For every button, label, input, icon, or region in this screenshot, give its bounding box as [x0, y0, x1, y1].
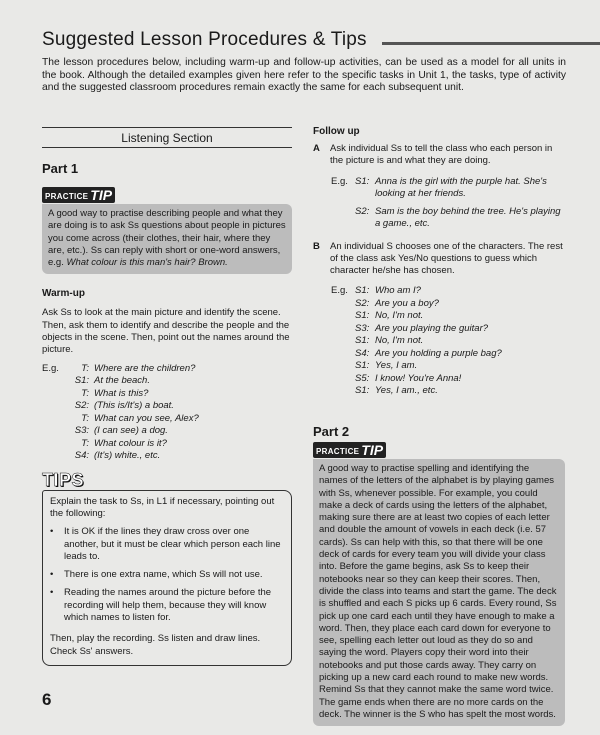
warmup-heading: Warm-up	[42, 288, 85, 300]
dialogue-line	[313, 323, 565, 336]
utterance: No, I'm not.	[375, 335, 424, 347]
example-label	[42, 450, 68, 463]
dialogue-line	[42, 363, 292, 376]
followup-item-b	[313, 241, 565, 278]
example-label	[313, 385, 355, 398]
title-rule	[382, 42, 600, 45]
tips-bullet-text: It is OK if the lines they draw cross over one another, but it must be clear which person each line leads to.	[64, 526, 281, 562]
speaker: S1:	[355, 335, 370, 347]
speaker: S3:	[355, 322, 370, 334]
example-label: E.g.	[331, 175, 348, 187]
utterance: Where are the children?	[94, 362, 196, 374]
utterance: Who am I?	[375, 285, 421, 297]
example-label	[42, 413, 68, 426]
practice-label: PRACTICE	[45, 192, 89, 201]
part-1-heading: Part 1	[42, 161, 79, 176]
tips-box	[42, 490, 292, 666]
speaker: S1:	[355, 310, 370, 322]
intro-paragraph: The lesson procedures below, including warm-up and follow-up activities, can be used as a model for all units in the book. Although the detailed examples given here refer to the specific tasks in Unit 1, the tasks, type of activity and the suggested classroom procedures remain exactly the same for each subsequent unit.	[42, 57, 566, 94]
example-a	[313, 176, 565, 231]
tips-outro: Then, play the recording. Ss listen and draw lines. Check Ss' answers.	[50, 633, 261, 657]
practice-tip-badge	[42, 187, 115, 203]
dialogue-line	[42, 438, 292, 451]
tips-intro: Explain the task to Ss, in L1 if necessary, pointing out the following:	[50, 495, 275, 519]
page-number: 6	[42, 690, 52, 709]
utterance: Are you playing the guitar?	[375, 322, 489, 334]
speaker: S1:	[355, 360, 370, 372]
utterance: Are you holding a purple bag?	[375, 347, 502, 359]
speaker: S1:	[355, 175, 370, 187]
example-label	[313, 335, 355, 348]
followup-heading: Follow up	[313, 126, 360, 137]
dialogue-line	[42, 413, 292, 426]
speaker: T:	[81, 412, 89, 424]
utterance: What can you see, Alex?	[94, 412, 199, 424]
utterance: I know! You're Anna!	[375, 372, 462, 384]
page-title: Suggested Lesson Procedures & Tips	[42, 29, 367, 50]
tips-heading: TIPS	[42, 469, 85, 490]
practice-tip-text: A good way to practise describing people and what they are doing is to ask Ss questions about people in pictures you come across (their clothes, their hair, where they are, etc.). Ss can reply with short or one-word answers, e.g.	[48, 208, 286, 269]
example-label	[313, 310, 355, 323]
speaker: S1:	[74, 375, 89, 387]
example-label	[313, 298, 355, 311]
tips-bullet-text: There is one extra name, which Ss will not use.	[64, 569, 263, 581]
speaker: T:	[81, 387, 89, 399]
speaker: S4:	[355, 347, 370, 359]
utterance: (This is/It's) a boat.	[94, 400, 174, 412]
example-label	[313, 360, 355, 373]
dialogue-line	[313, 310, 565, 323]
speaker: T:	[81, 362, 89, 374]
example-label: E.g.	[331, 285, 348, 297]
practice-tip-box-2: A good way to practise spelling and identifying the names of the letters of the alphabet is by playing games with Ss, whenever possible. For example, you could make a deck of cards using the letters of the alphabet, making sure there are at least two copies of each letter and double the amount of vowels in each deck (i.e. 57 cards). Ss can help with this, so that there will be one deck of cards for every team you will divide your class into. Before the game begins, ask Ss to keep their notebooks near so they can keep their scores. Then, divide the class into teams and start the game. The deck is shuffled and each S picks up 6 cards. Every round, Ss pick up one card each until they have enough to make a word. Then, they place each card down for everyone to see, spelling each letter out loud as they do so and saying the word. Players copy their word into their notebooks and put those cards away. They carry on picking up a new card each round to make new words. Remind Ss that they cannot make the same word twice. The game ends when there are no more cards on the deck. The winner is the S who has spelt the most words.	[313, 459, 565, 726]
utterance: Yes, I am.	[375, 360, 418, 372]
speaker: S3:	[74, 425, 89, 437]
practice-label: PRACTICE	[316, 446, 360, 456]
dialogue-line	[313, 385, 565, 398]
practice-tip-box	[42, 204, 292, 274]
dialogue-line	[313, 298, 565, 311]
section-heading: Listening Section	[42, 127, 292, 148]
utterance: At the beach.	[94, 375, 150, 387]
practice-tip-badge	[313, 442, 386, 458]
speaker: S1:	[355, 285, 370, 297]
utterance: Yes, I am., etc.	[375, 385, 438, 397]
tip-label: TIP	[90, 187, 113, 203]
utterance: What is this?	[94, 387, 149, 399]
warmup-dialogue	[42, 363, 292, 463]
dialogue-line	[42, 450, 292, 463]
tips-bullet-text: Reading the names around the picture before the recording will help them, because they will know which names to listen for.	[64, 587, 272, 624]
warmup-text: Ask Ss to look at the main picture and identify the scene. Then, ask them to identify and describe the people and the objects in the scene. Then, point out the names around the picture.	[42, 307, 290, 356]
example-label	[313, 323, 355, 336]
followup-item-a	[313, 143, 565, 168]
dialogue-line	[42, 375, 292, 388]
example-label	[313, 348, 355, 361]
utterance: Anna is the girl with the purple hat. She's looking at her friends.	[375, 175, 547, 200]
tips-bullet	[50, 587, 284, 624]
right-column	[313, 126, 565, 726]
speaker: S2:	[355, 297, 370, 309]
tips-bullet	[50, 569, 284, 581]
practice-tip-example: What colour is this man's hair? Brown.	[66, 257, 228, 269]
item-text: An individual S chooses one of the characters. The rest of the class ask Yes/No questions to guess which character he/she has chosen.	[330, 240, 563, 277]
dialogue-line	[313, 206, 565, 231]
example-b	[313, 285, 565, 398]
tip-label: TIP	[361, 441, 384, 458]
example-label	[313, 373, 355, 386]
dialogue-line	[313, 335, 565, 348]
item-key: A	[313, 143, 320, 154]
speaker: T:	[81, 437, 89, 449]
item-key: B	[313, 240, 320, 252]
dialogue-line	[313, 176, 565, 201]
example-label	[42, 425, 68, 438]
example-label	[42, 400, 68, 413]
example-label	[42, 438, 68, 451]
left-column	[42, 125, 292, 666]
example-label	[42, 388, 68, 401]
part-2-heading: Part 2	[313, 423, 350, 439]
dialogue-line	[42, 388, 292, 401]
utterance: What colour is it?	[94, 437, 167, 449]
example-label	[42, 375, 68, 388]
dialogue-line	[313, 285, 565, 298]
item-text: Ask individual Ss to tell the class who each person in the picture is and what they are doing.	[330, 143, 553, 167]
dialogue-line	[313, 348, 565, 361]
utterance: (It's) white., etc.	[94, 450, 161, 462]
bullet-icon: •	[50, 526, 54, 538]
example-label: E.g.	[42, 362, 59, 374]
bullet-icon: •	[50, 587, 54, 599]
dialogue-line	[42, 400, 292, 413]
speaker: S1:	[355, 385, 370, 397]
example-label	[313, 206, 355, 231]
speaker: S2:	[355, 205, 370, 217]
dialogue-line	[42, 425, 292, 438]
speaker: S5:	[355, 372, 370, 384]
speaker: S4:	[74, 450, 89, 462]
utterance: (I can see) a dog.	[94, 425, 168, 437]
utterance: Are you a boy?	[375, 297, 439, 309]
utterance: No, I'm not.	[375, 310, 424, 322]
tips-bullet	[50, 526, 284, 563]
speaker: S2:	[74, 400, 89, 412]
dialogue-line	[313, 373, 565, 386]
utterance: Sam is the boy behind the tree. He's playing a game., etc.	[375, 205, 561, 230]
bullet-icon: •	[50, 569, 54, 581]
dialogue-line	[313, 360, 565, 373]
